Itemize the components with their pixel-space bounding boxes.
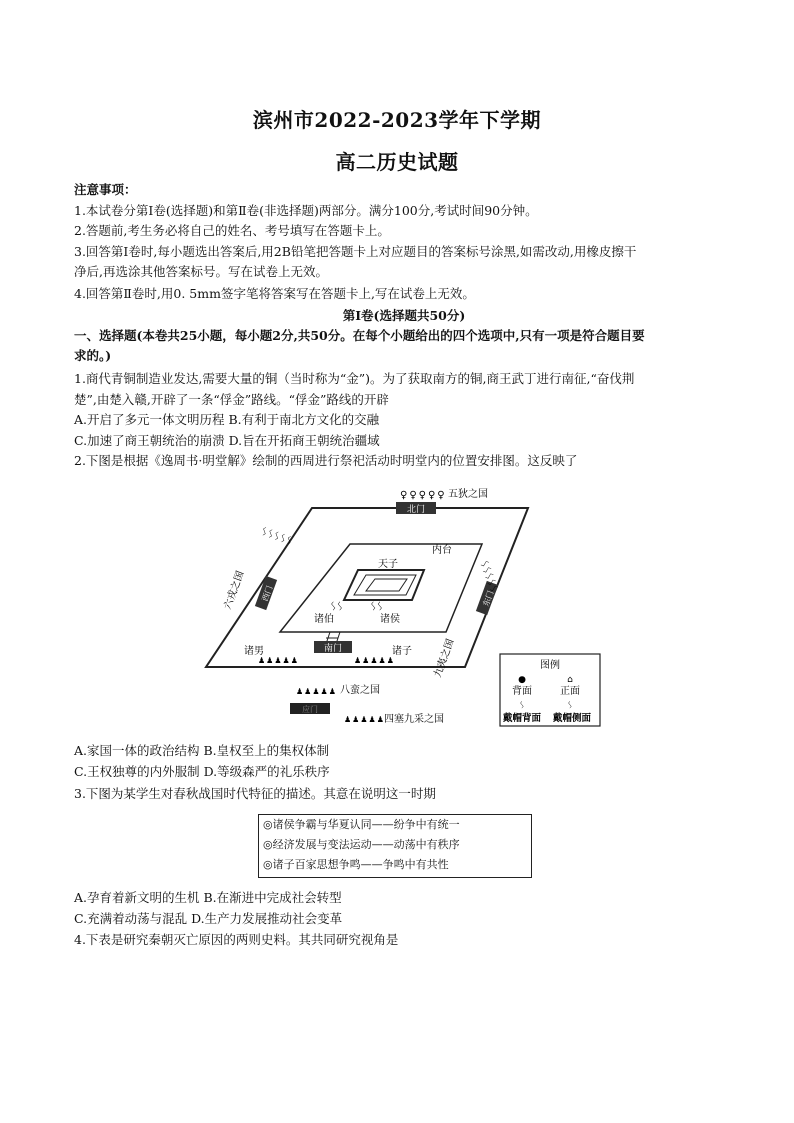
svg-text:♀♀♀♀♀: ♀♀♀♀♀ bbox=[400, 490, 447, 501]
q1-stem: 楚”,由楚入赣,开辟了一条“俘金”路线。“俘金”路线的开辟 bbox=[74, 392, 389, 407]
zhuhou-label: 诸侯 bbox=[380, 614, 400, 625]
east-group-label: 九夷之国 bbox=[432, 637, 457, 680]
svg-text:ᛊᛊᛊᛊᛊ: ᛊᛊᛊᛊᛊ bbox=[258, 524, 295, 549]
zhubo-label: 诸伯 bbox=[314, 614, 334, 625]
q2-options: C.王权独尊的内外服制 D.等级森严的礼乐秩序 bbox=[74, 764, 330, 779]
north-gate-label: 北门 bbox=[406, 505, 426, 515]
q3-options: A.孕育着新文明的生机 B.在渐进中完成社会转型 bbox=[74, 890, 342, 905]
north-group-label: 五狄之国 bbox=[448, 489, 488, 500]
svg-text:⌂: ⌂ bbox=[567, 675, 573, 685]
outer-gate-label: 应门 bbox=[302, 705, 318, 714]
svg-text:♟♟♟♟♟: ♟♟♟♟♟ bbox=[258, 656, 299, 665]
q3-box-line: ◎诸侯争霸与华夏认同——纷争中有统一 bbox=[263, 818, 460, 831]
svg-text:♟♟♟♟♟: ♟♟♟♟♟ bbox=[354, 656, 395, 665]
svg-text:ᛊᛊ: ᛊᛊ bbox=[330, 600, 344, 613]
notice-item: 2.答题前,考生务必将自己的姓名、考号填写在答题卡上。 bbox=[74, 223, 390, 238]
notice-item: 净后,再选涂其他答案标号。写在试卷上无效。 bbox=[74, 264, 328, 279]
q3-stem: 3.下图为某学生对春秋战国时代特征的描述。其意在说明这一时期 bbox=[74, 786, 436, 801]
legend-hat-side: 戴帽侧面 bbox=[552, 713, 592, 724]
east-gate-label: 东门 bbox=[481, 589, 496, 608]
notice-item: 1.本试卷分第Ⅰ卷(选择题)和第Ⅱ卷(非选择题)两部分。满分100分,考试时间90分钟。 bbox=[74, 203, 538, 218]
svg-text:ᛊᛊᛊᛊᛊ: ᛊᛊᛊᛊᛊ bbox=[477, 558, 501, 595]
q1-options: A.开启了多元一体文明历程 B.有利于南北方文化的交融 bbox=[74, 412, 380, 427]
tianzi-label: 天子 bbox=[378, 559, 398, 570]
notice-heading: 注意事项： bbox=[74, 182, 137, 197]
q3-feature-box bbox=[258, 814, 532, 878]
svg-text:♟♟♟♟♟: ♟♟♟♟♟ bbox=[344, 715, 385, 724]
svg-text:♟♟♟♟♟: ♟♟♟♟♟ bbox=[296, 687, 337, 696]
section-title: 第Ⅰ卷(选择题共50分) bbox=[342, 308, 466, 323]
section-intro: 一、选择题(本卷共25小题，每小题2分,共50分。在每个小题给出的四个选项中,只有一项是符合题目要 bbox=[74, 328, 645, 343]
section-intro: 求的。) bbox=[74, 348, 112, 363]
q4-stem: 4.下表是研究秦朝灭亡原因的两则史料。其共同研究视角是 bbox=[74, 932, 399, 947]
q3-box-line: ◎经济发展与变法运动——动荡中有秩序 bbox=[263, 838, 460, 851]
inner-platform-label: 内台 bbox=[432, 545, 452, 556]
legend-hat-back: 戴帽背面 bbox=[502, 713, 542, 724]
q1-options: C.加速了商王朝统治的崩溃 D.旨在开拓商王朝统治疆域 bbox=[74, 433, 380, 448]
q2-options: A.家国一体的政治结构 B.皇权至上的集权体制 bbox=[74, 743, 330, 758]
exam-title: 滨州市2022-2023学年下学期 bbox=[252, 108, 542, 132]
svg-text:●: ● bbox=[518, 675, 526, 685]
notice-item: 4.回答第Ⅱ卷时,用0. 5mm签字笔将答案写在答题卡上,写在试卷上无效。 bbox=[74, 286, 475, 301]
west-gate-label: 西门 bbox=[260, 584, 275, 603]
legend-front: 正面 bbox=[560, 686, 580, 697]
q1-stem: 1.商代青铜制造业发达,需要大量的铜（当时称为“金”)。为了获取南方的铜,商王武丁进行南征,“奋伐荆 bbox=[74, 371, 635, 386]
legend-title: 图例 bbox=[540, 660, 560, 671]
south-group-label: 八蛮之国 bbox=[340, 685, 380, 696]
exam-subtitle: 高二历史试题 bbox=[335, 150, 459, 174]
far-group-label: 四塞九采之国 bbox=[384, 714, 444, 725]
west-group-label: 六戎之国 bbox=[222, 569, 247, 612]
svg-text:ᛊ: ᛊ bbox=[567, 701, 573, 711]
zhuzi-label: 诸子 bbox=[392, 646, 412, 657]
mingtang-diagram bbox=[200, 482, 610, 732]
zhunan-label: 诸男 bbox=[244, 646, 264, 657]
svg-text:ᛊᛊ: ᛊᛊ bbox=[370, 600, 384, 613]
q3-options: C.充满着动荡与混乱 D.生产力发展推动社会变革 bbox=[74, 911, 343, 926]
q2-stem: 2.下图是根据《逸周书·明堂解》绘制的西周进行祭祀活动时明堂内的位置安排图。这反映了 bbox=[74, 453, 578, 468]
legend-back: 背面 bbox=[512, 686, 532, 697]
svg-text:ᛊ: ᛊ bbox=[519, 701, 525, 711]
q3-box-line: ◎诸子百家思想争鸣——争鸣中有共性 bbox=[263, 858, 449, 871]
notice-item: 3.回答第Ⅰ卷时,每小题选出答案后,用2B铅笔把答题卡上对应题目的答案标号涂黑,如需改动,用橡皮擦干 bbox=[74, 244, 637, 259]
south-gate-label: 南门 bbox=[323, 644, 343, 654]
